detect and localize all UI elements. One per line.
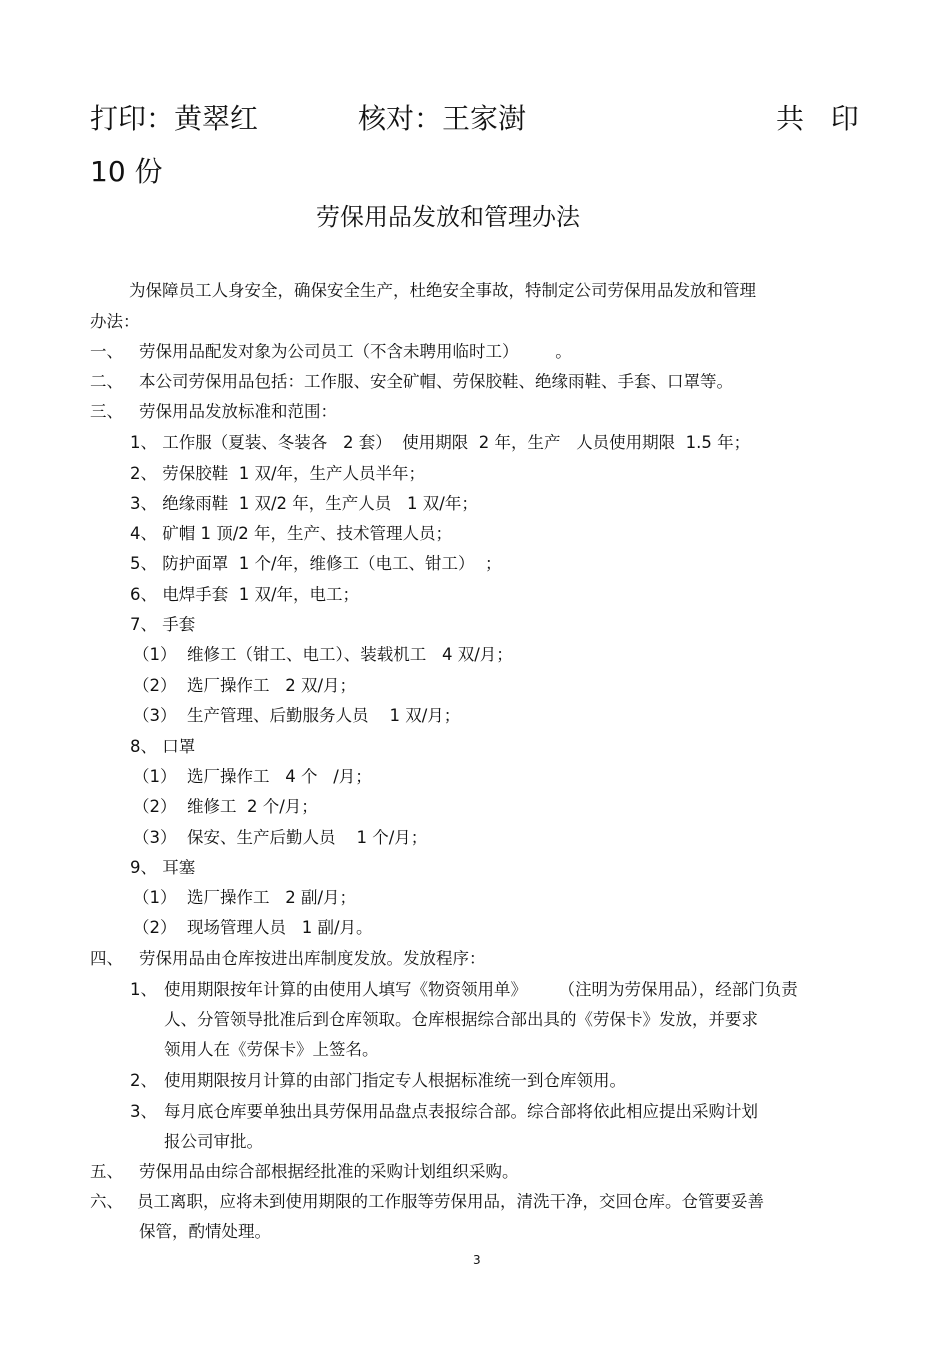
procedure-2-line-1: 使用期限按月计算的由部门指定专人根据标准统一到仓库领用。	[164, 1071, 626, 1090]
section-6-number: 六、	[90, 1192, 123, 1211]
section-2-number: 二、	[90, 372, 123, 391]
section-2-text: 本公司劳保用品包括：工作服、安全矿帽、劳保胶鞋、绝缘雨鞋、手套、口罩等。	[139, 372, 733, 391]
list-item: 8、 口罩	[130, 737, 196, 756]
page-number: 3	[473, 1253, 481, 1267]
section-1-number: 一、	[90, 342, 123, 361]
procedure-1-number: 1、	[130, 980, 157, 999]
sub-list-item: （1） 选厂操作工 4 个 /月；	[133, 767, 372, 786]
section-5-number: 五、	[90, 1162, 123, 1181]
list-item: 9、 耳塞	[130, 858, 196, 877]
section-6-line-2: 保管，酌情处理。	[139, 1222, 271, 1241]
sub-list-item: （2） 维修工 2 个/月；	[133, 797, 318, 816]
procedure-1-line-3: 领用人在《劳保卡》上签名。	[164, 1040, 379, 1059]
section-5-text: 劳保用品由综合部根据经批准的采购计划组织采购。	[139, 1162, 519, 1181]
sub-list-item: （2） 现场管理人员 1 副/月。	[133, 918, 373, 937]
section-3-text: 劳保用品发放标准和范围：	[139, 402, 337, 421]
copies-prefix: 共 印	[776, 102, 859, 135]
copies-count: 10 份	[90, 155, 163, 188]
sub-list-item: （3） 生产管理、后勤服务人员 1 双/月；	[133, 706, 461, 725]
list-item: 7、 手套	[130, 615, 196, 634]
procedure-3-number: 3、	[130, 1102, 157, 1121]
section-4-number: 四、	[90, 949, 123, 968]
procedure-1-line-1: 使用期限按年计算的由使用人填写《物资领用单》 （注明为劳保用品），经部门负责	[164, 980, 798, 999]
section-1-text: 劳保用品配发对象为公司员工（不含未聘用临时工） 。	[139, 342, 572, 361]
sub-list-item: （1） 维修工（钳工、电工）、装载机工 4 双/月；	[133, 645, 513, 664]
list-item: 6、 电焊手套 1 双/年，电工；	[130, 585, 360, 604]
procedure-3-line-2: 报公司审批。	[164, 1132, 263, 1151]
list-item: 1、 工作服（夏装、冬装各 2 套） 使用期限 2 年，生产 人员使用期限 1.5 年；	[130, 433, 751, 452]
procedure-2-number: 2、	[130, 1071, 157, 1090]
checker-label: 核对：王家澍	[358, 102, 527, 135]
procedure-3-line-1: 每月底仓库要单独出具劳保用品盘点表报综合部。综合部将依此相应提出采购计划	[164, 1102, 758, 1121]
list-item: 3、 绝缘雨鞋 1 双/2 年，生产人员 1 双/年；	[130, 494, 478, 513]
document-title: 劳保用品发放和管理办法	[316, 203, 580, 231]
list-item: 4、 矿帽 1 顶/2 年，生产、技术管理人员；	[130, 524, 453, 543]
list-item: 2、 劳保胶鞋 1 双/年，生产人员半年；	[130, 464, 426, 483]
procedure-1-line-2: 人、分管领导批准后到仓库领取。仓库根据综合部出具的《劳保卡》发放，并要求	[164, 1010, 758, 1029]
list-item: 5、 防护面罩 1 个/年，维修工（电工、钳工） ；	[130, 554, 502, 573]
sub-list-item: （3） 保安、生产后勤人员 1 个/月；	[133, 828, 428, 847]
section-3-number: 三、	[90, 402, 123, 421]
section-6-line-1: 员工离职，应将未到使用期限的工作服等劳保用品，清洗干净，交回仓库。仓管要妥善	[137, 1192, 764, 1211]
sub-list-item: （1） 选厂操作工 2 副/月；	[133, 888, 357, 907]
intro-paragraph-line-2: 办法：	[90, 312, 140, 331]
sub-list-item: （2） 选厂操作工 2 双/月；	[133, 676, 357, 695]
section-4-text: 劳保用品由仓库按进出库制度发放。发放程序：	[139, 949, 486, 968]
printer-label: 打印：黄翠红	[90, 102, 259, 135]
intro-paragraph-line-1: 为保障员工人身安全，确保安全生产，杜绝安全事故，特制定公司劳保用品发放和管理	[129, 281, 756, 300]
